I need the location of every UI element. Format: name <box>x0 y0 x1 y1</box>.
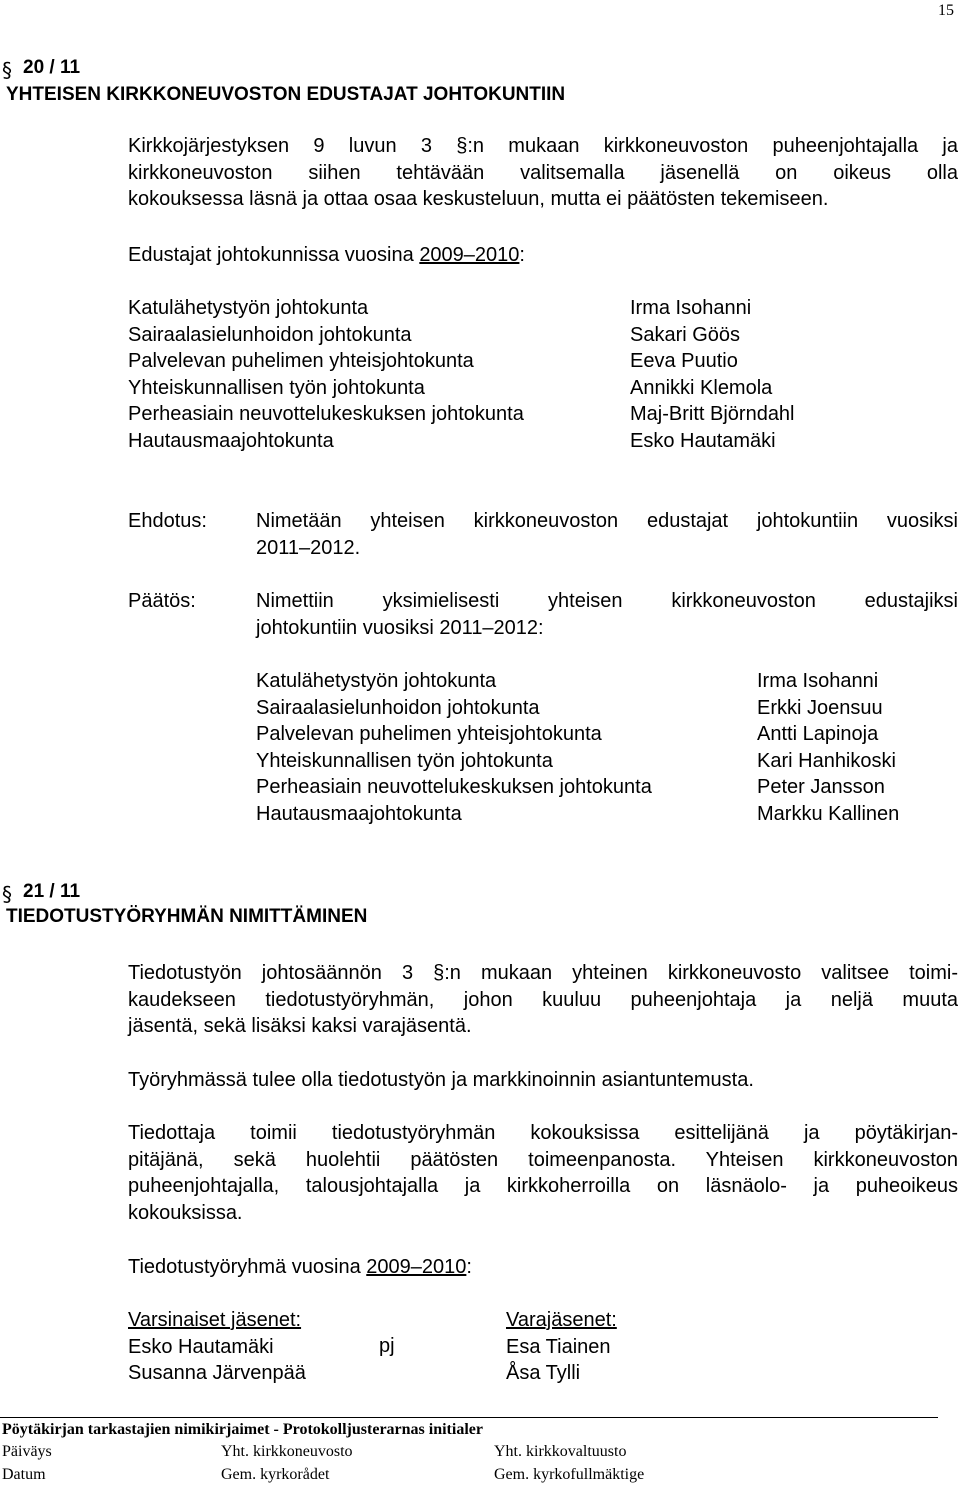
proposal-line: 2011–2012. <box>256 536 361 559</box>
footer-date-fi: Päiväys <box>2 1443 52 1460</box>
section-21-para2: Työryhmässä tulee olla tiedotustyön ja markkinoinnin asiantuntemusta. <box>128 1069 754 1091</box>
deputy-name: Esa Tiainen <box>506 1335 611 1358</box>
member-name: Eeva Puutio <box>630 350 738 372</box>
para-line: jäsentä, sekä lisäksi kaksi varajäsentä. <box>128 1015 472 1037</box>
member-name: Esko Hautamäki <box>630 429 776 452</box>
chair-marker: pj <box>379 1335 395 1357</box>
member-name: Antti Lapinoja <box>757 723 879 745</box>
decision-line: Nimettiin yksimielisesti yhteisen kirkkoneuvoston edustajiksi <box>256 590 958 612</box>
para-line: kaudekseen tiedotustyöryhmän, johon kuuluu puheenjohtaja ja neljä muuta <box>128 988 958 1011</box>
section-20-number: 20 / 11 <box>23 57 81 78</box>
board-name: Yhteiskunnallisen työn johtokunta <box>128 376 425 399</box>
footer-rule <box>0 1417 938 1418</box>
member-name: Markku Kallinen <box>757 802 900 825</box>
board-name: Palvelevan puhelimen yhteisjohtokunta <box>128 350 474 372</box>
board-name: Katulähetystyön johtokunta <box>256 670 497 692</box>
members-heading: Varsinaiset jäsenet: <box>128 1309 302 1331</box>
proposal-label: Ehdotus: <box>128 510 207 532</box>
board-name: Perheasiain neuvottelukeskuksen johtokunta <box>128 403 524 425</box>
reps-heading-prefix: Edustajat johtokunnissa vuosina <box>128 244 420 266</box>
section-21-para3 <box>128 1120 958 1226</box>
section-21-paragraph-sign: § <box>2 882 12 906</box>
para-line: pitäjänä, sekä huolehtii päätösten toimeenpanosta. Yhteisen kirkkoneuvoston <box>128 1148 958 1171</box>
member-name: Irma Isohanni <box>757 670 879 692</box>
boards-list-2009 <box>128 295 524 454</box>
para-line: puheenjohtajalla, talousjohtajalla ja kirkkoherroilla on läsnäolo- ja puheoikeus <box>128 1175 958 1197</box>
proposal-text <box>256 508 958 561</box>
footer-assembly-fi: Yht. kirkkovaltuusto <box>494 1443 627 1460</box>
decision-text <box>256 588 958 641</box>
members-list-2011 <box>757 668 899 827</box>
decision-label: Päätös: <box>128 590 196 612</box>
board-name: Palvelevan puhelimen yhteisjohtokunta <box>256 723 602 745</box>
member-name: Erkki Joensuu <box>757 696 883 719</box>
intro-line: Kirkkojärjestyksen 9 luvun 3 §:n mukaan kirkkoneuvoston puheenjohtajalla ja <box>128 135 958 157</box>
reps-heading <box>128 242 525 269</box>
decision-line: johtokuntiin vuosiksi 2011–2012: <box>256 616 544 639</box>
section-21-title: TIEDOTUSTYÖRYHMÄN NIMITTÄMINEN <box>6 906 368 927</box>
page-number: 15 <box>938 2 954 19</box>
boards-list-2011 <box>256 668 652 827</box>
deputies-heading: Varajäsenet: <box>506 1309 617 1331</box>
member-name: Susanna Järvenpää <box>128 1362 306 1384</box>
members-column <box>128 1307 306 1387</box>
deputy-name: Åsa Tylli <box>506 1362 581 1384</box>
section-20-paragraph-sign: § <box>2 58 12 82</box>
board-name: Hautausmaajohtokunta <box>128 429 334 452</box>
board-name: Perheasiain neuvottelukeskuksen johtokunta <box>256 776 652 798</box>
group-heading <box>128 1254 472 1281</box>
section-20-intro <box>128 133 958 213</box>
footer-date-sv: Datum <box>2 1466 46 1483</box>
board-name: Sairaalasielunhoidon johtokunta <box>128 323 412 346</box>
proposal-line: Nimetään yhteisen kirkkoneuvoston edustajat johtokuntiin vuosiksi <box>256 510 958 532</box>
para-line: kokouksissa. <box>128 1201 243 1224</box>
board-name: Sairaalasielunhoidon johtokunta <box>256 696 540 719</box>
section-21-para1 <box>128 960 958 1040</box>
section-21-number: 21 / 11 <box>23 881 81 902</box>
member-name: Annikki Klemola <box>630 376 773 399</box>
board-name: Yhteiskunnallisen työn johtokunta <box>256 749 553 772</box>
member-name: Irma Isohanni <box>630 297 752 319</box>
footer-council-sv: Gem. kyrkorådet <box>221 1466 330 1483</box>
section-20-title: YHTEISEN KIRKKONEUVOSTON EDUSTAJAT JOHTOKUNTIIN <box>6 84 566 105</box>
intro-line: kirkkoneuvoston siihen tehtävään valitsemalla jäsenellä on oikeus olla <box>128 161 958 184</box>
intro-line: kokouksessa läsnä ja ottaa osaa keskusteluun, mutta ei päätösten tekemiseen. <box>128 188 829 210</box>
member-name: Sakari Göös <box>630 323 741 346</box>
reps-heading-years: 2009–2010 <box>419 244 520 266</box>
board-name: Katulähetystyön johtokunta <box>128 297 369 319</box>
board-name: Hautausmaajohtokunta <box>256 802 462 825</box>
member-name: Maj-Britt Björndahl <box>630 403 795 425</box>
footer-assembly-sv: Gem. kyrkofullmäktige <box>494 1466 645 1483</box>
para-line: Tiedotustyön johtosäännön 3 §:n mukaan yhteinen kirkkoneuvosto valitsee toimi- <box>128 962 958 984</box>
footer-title: Pöytäkirjan tarkastajien nimikirjaimet - Protokolljusterarnas initialer <box>2 1421 483 1438</box>
member-name: Peter Jansson <box>757 776 885 798</box>
group-heading-prefix: Tiedotustyöryhmä vuosina <box>128 1256 367 1278</box>
deputies-column <box>506 1307 617 1387</box>
member-name: Kari Hanhikoski <box>757 749 896 772</box>
footer-council-fi: Yht. kirkkoneuvosto <box>221 1443 353 1460</box>
member-name: Esko Hautamäki <box>128 1335 274 1358</box>
para-line: Tiedottaja toimii tiedotustyöryhmän kokouksissa esittelijänä ja pöytäkirjan- <box>128 1122 958 1144</box>
group-heading-suffix: : <box>466 1256 472 1278</box>
members-list-2009 <box>630 295 795 454</box>
group-heading-years: 2009–2010 <box>366 1256 467 1278</box>
reps-heading-suffix: : <box>519 244 525 266</box>
